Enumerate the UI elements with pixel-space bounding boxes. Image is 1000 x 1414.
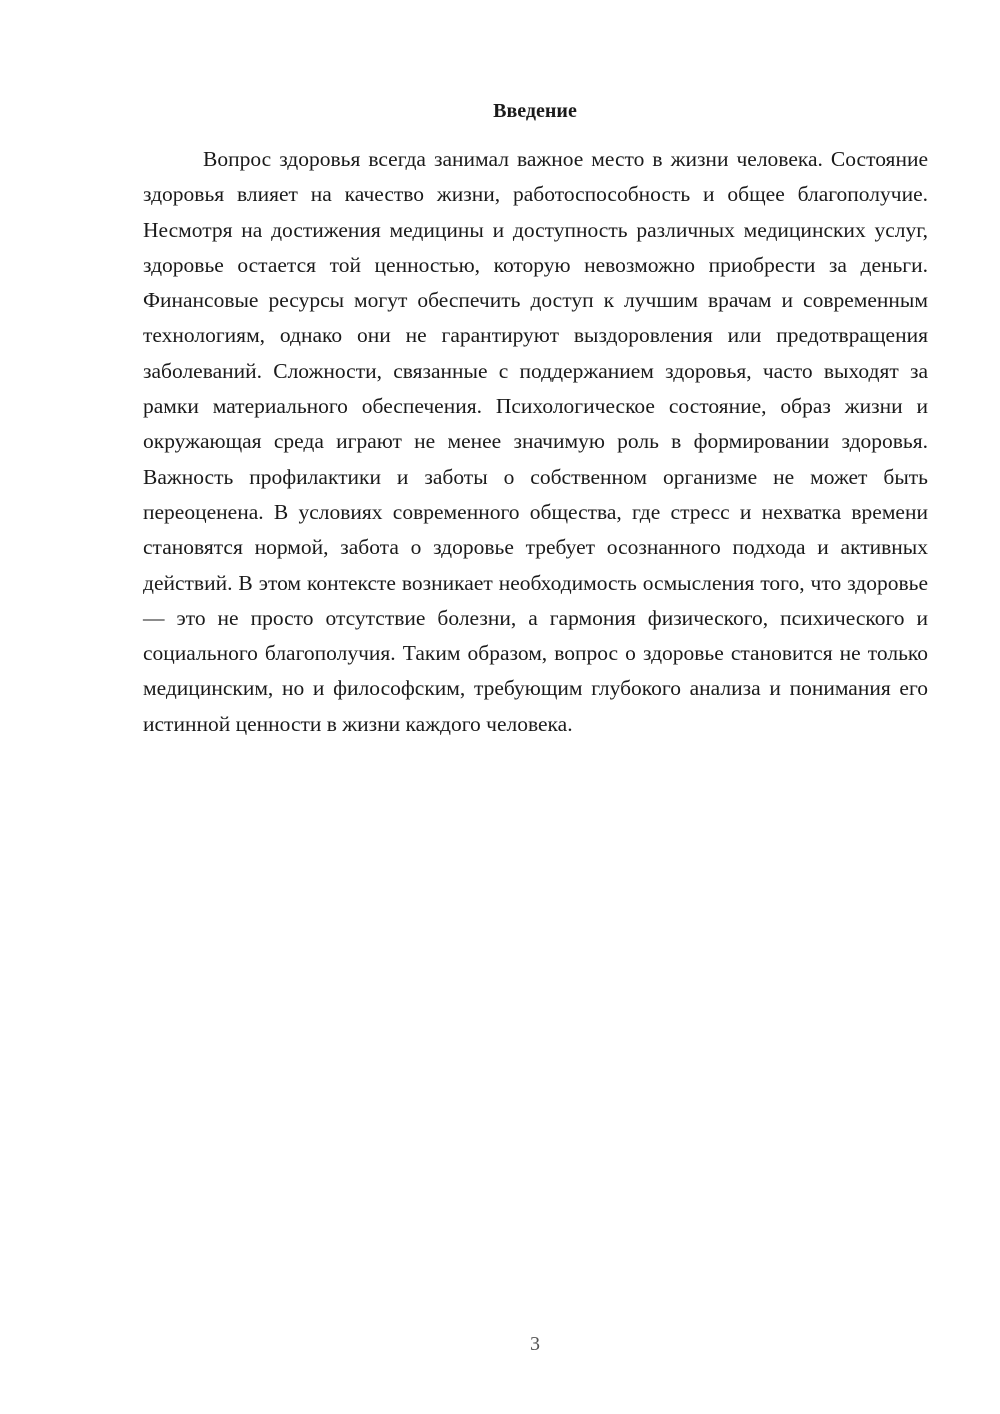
section-heading: Введение bbox=[493, 100, 577, 122]
page-number: 3 bbox=[530, 1333, 540, 1355]
body-paragraph: Вопрос здоровья всегда занимал важное место в жизни человека. Состояние здоровья влияет на качество жизни, работоспособность и общее благополучие. Несмотря на достижения медицины и доступность различных медицинских услуг, здоровье остается той ценностью, которую невозможно приобрести за деньги. Финансовые ресурсы могут обеспечить доступ к лучшим врачам и современным технологиям, однако они не гарантируют выздоровления или предотвращения заболеваний. Сложности, связанные с поддержанием здоровья, часто выходят за рамки материального обеспечения. Психологическое состояние, образ жизни и окружающая среда играют не менее значимую роль в формировании здоровья. Важность профилактики и заботы о собственном организме не может быть переоценена. В условиях современного общества, где стресс и нехватка времени становятся нормой, забота о здоровье требует осознанного подхода и активных действий. В этом контексте возникает необходимость осмысления того, что здоровье — это не просто отсутствие болезни, а гармония физического, психического и социального благополучия. Таким образом, вопрос о здоровье становится не только медицинским, но и философским, требующим глубокого анализа и понимания его истинной ценности в жизни каждого человека. bbox=[143, 147, 928, 736]
